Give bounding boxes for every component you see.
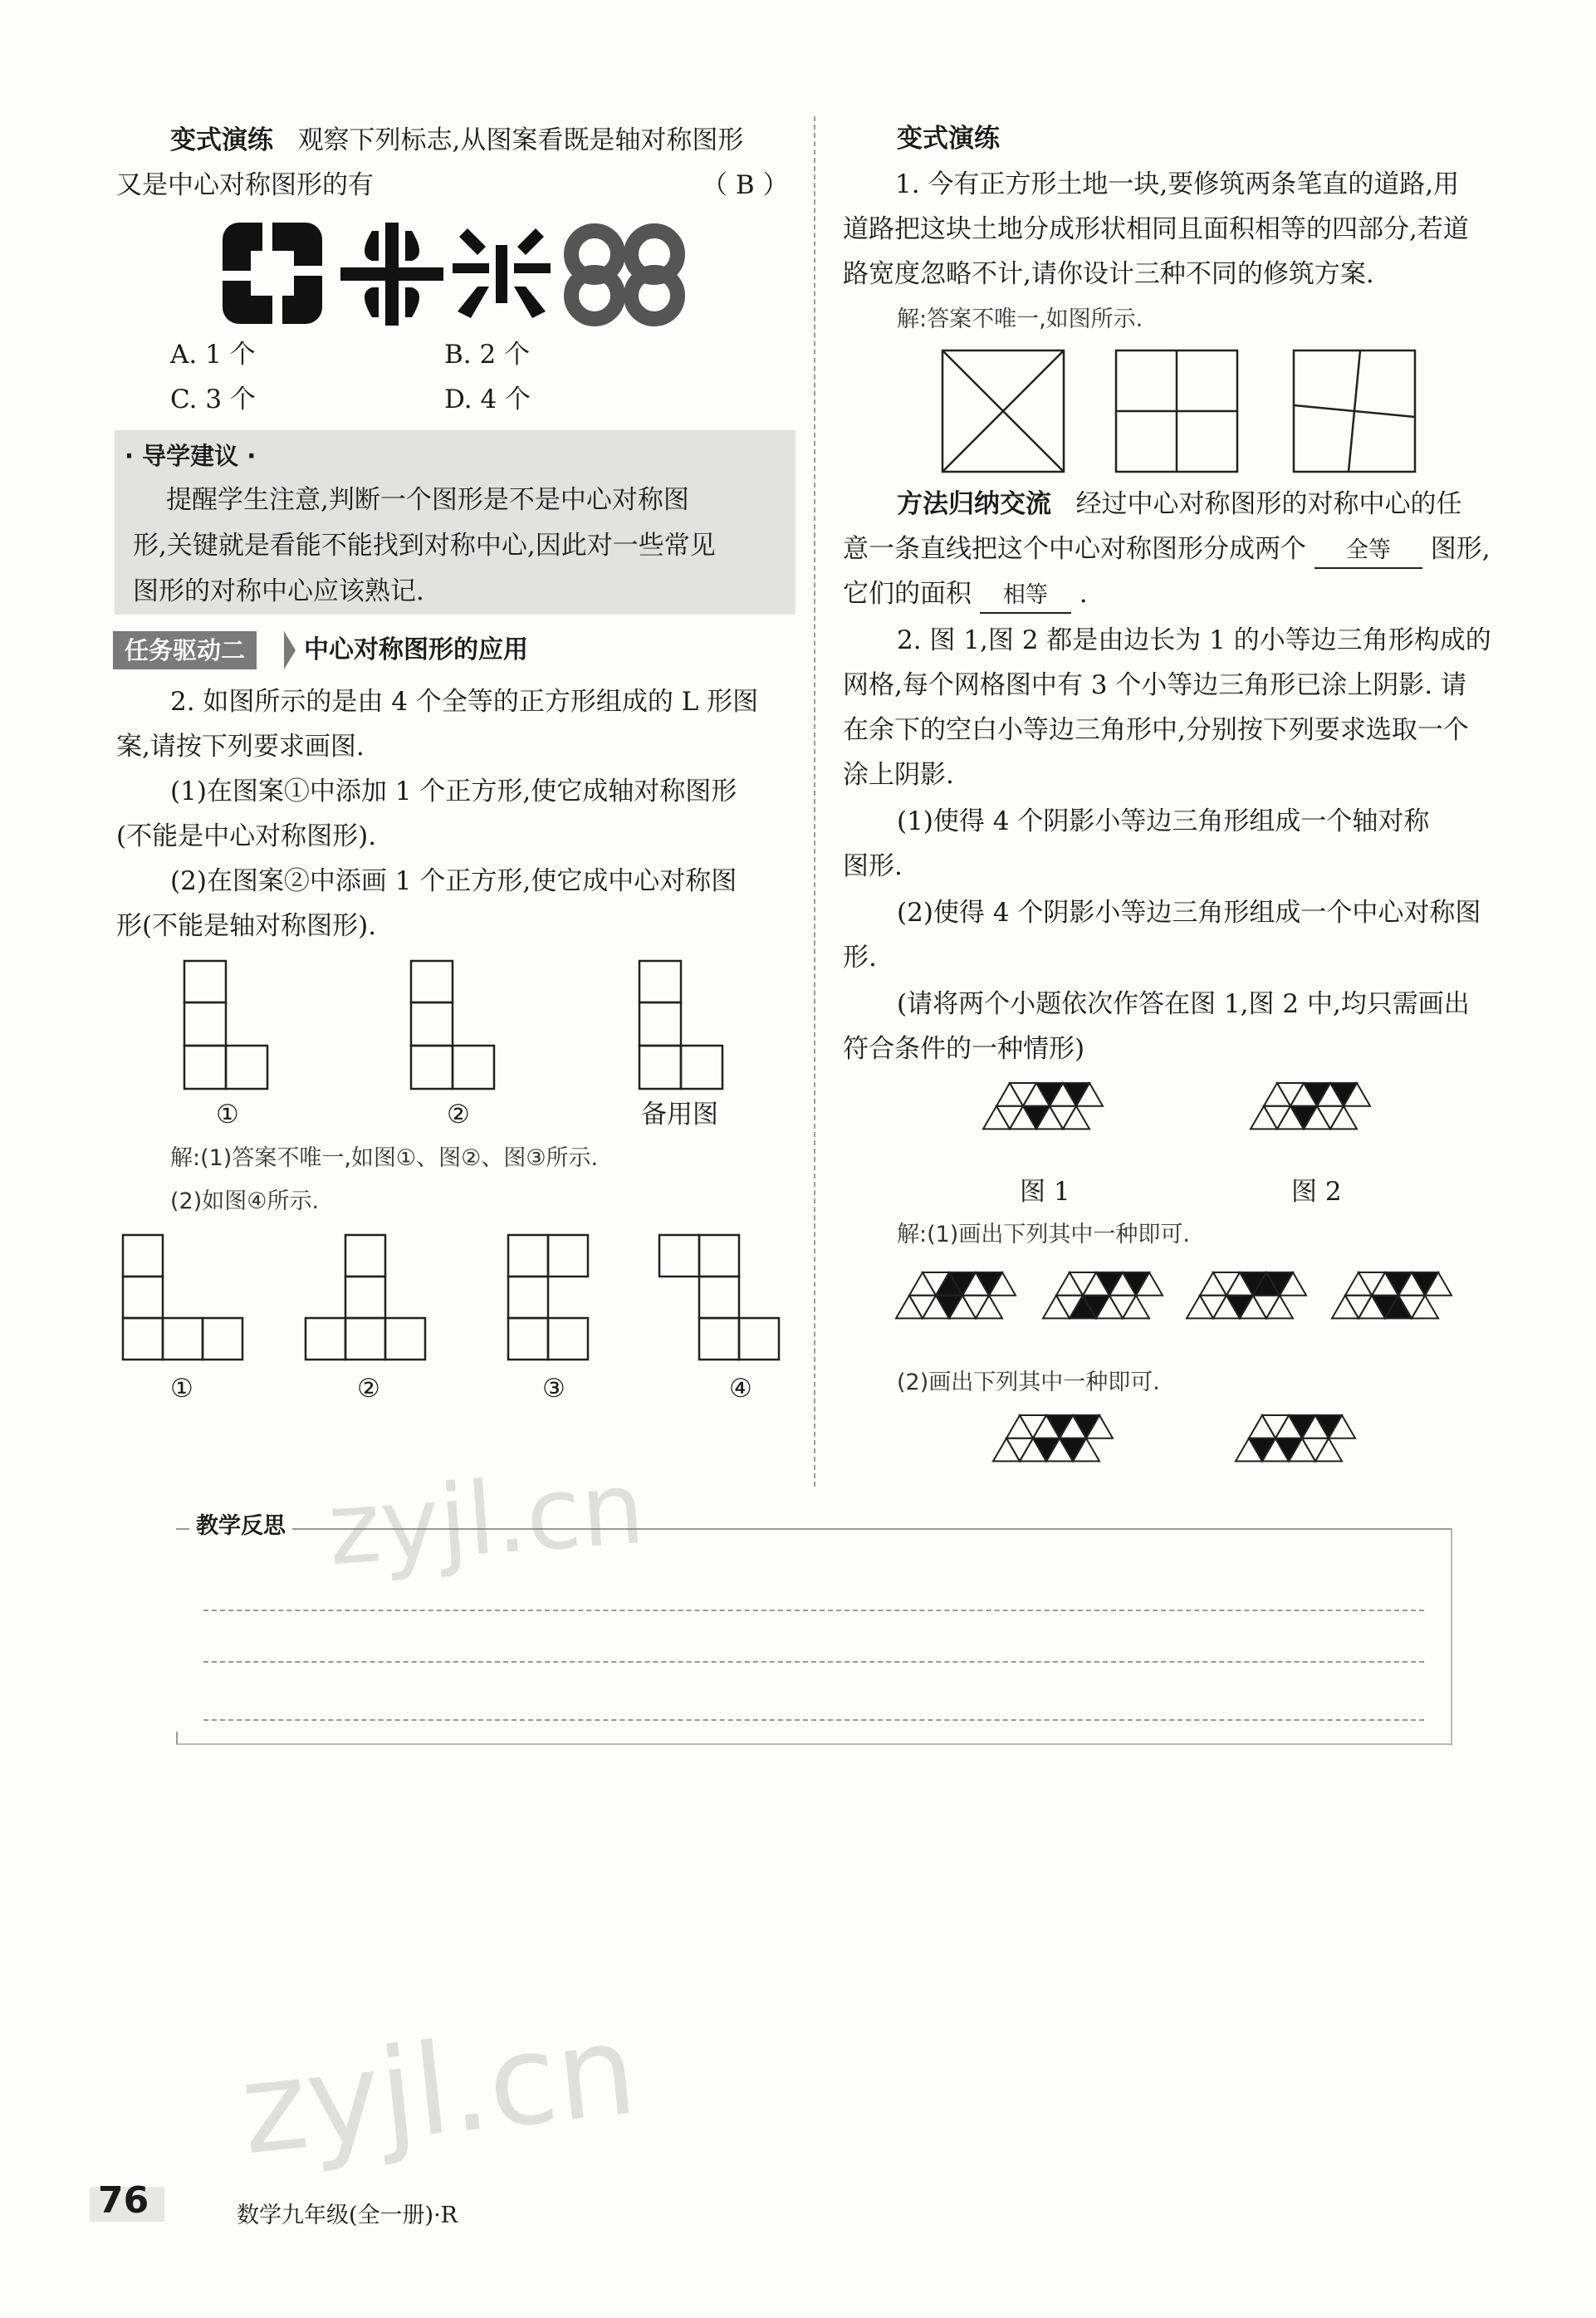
answer-blank-2: 相等 [980, 579, 1071, 614]
grid-triangle [1345, 1296, 1372, 1319]
shaded-triangle [976, 1272, 1002, 1296]
method-heading: 方法归纳交流 [897, 489, 1051, 519]
shaded-triangle [1226, 1296, 1253, 1319]
grid-triangle [1006, 1415, 1033, 1438]
road-plan-3 [1292, 349, 1418, 475]
q2-line-1: 2. 图 1,图 2 都是由边长为 1 的小等边三角形构成的 [897, 625, 1491, 655]
shaded-triangle [1046, 1415, 1073, 1438]
variant-practice-1 [170, 118, 743, 164]
option-a: A. 1 个 [170, 340, 256, 370]
method-text-2-post: 图形, [1430, 534, 1491, 564]
grid-triangle [1187, 1296, 1213, 1319]
answer-label-2: ② [357, 1374, 380, 1404]
q2-line-10: 符合条件的一种情形) [843, 1034, 1085, 1064]
triangle-grid-ans-2b [1231, 1412, 1372, 1499]
reflection-line-1[interactable] [203, 1610, 1424, 1611]
task-line-2: 案,请按下列要求画图. [116, 732, 365, 762]
grid-triangle [1251, 1106, 1277, 1130]
grid-triangle [1200, 1272, 1226, 1296]
grid-triangle [1330, 1106, 1357, 1130]
grid-triangle [1332, 1296, 1359, 1319]
task-line-3: (1)在图案①中添加 1 个正方形,使它成轴对称图形 [170, 777, 737, 806]
q2-line-9: (请将两个小题依次作答在图 1,图 2 中,均只需画出 [897, 989, 1470, 1019]
grid-triangle [1200, 1296, 1226, 1319]
reflection-box-bottom [176, 1732, 1452, 1745]
grid-triangle [976, 1296, 1002, 1319]
shaded-triangle [1315, 1415, 1342, 1438]
option-b: B. 2 个 [444, 340, 531, 370]
shaded-triangle [1249, 1438, 1275, 1462]
option-d: D. 4 个 [444, 385, 531, 414]
variant-heading: 变式演练 [170, 125, 273, 155]
grid-triangle [1359, 1272, 1385, 1296]
l-shape-figure-2 [409, 959, 497, 1092]
grid-triangle [1043, 1296, 1070, 1319]
shaded-triangle [1060, 1438, 1086, 1462]
shaded-triangle [1033, 1438, 1060, 1462]
logo-2-icon [340, 223, 443, 326]
triangle-grid-fig-2 [1246, 1080, 1387, 1167]
shaded-triangle [1289, 1415, 1315, 1438]
l-shape-figure-1 [183, 959, 270, 1092]
method-text-2-pre: 意一条直线把这个中心对称图形分成两个 [843, 534, 1306, 564]
book-title: 数学九年级(全一册)·R [237, 2203, 458, 2228]
grid-triangle [1315, 1438, 1342, 1462]
option-c: C. 3 个 [170, 385, 256, 414]
shaded-triangle [1330, 1083, 1357, 1106]
logo-3-icon [453, 228, 551, 320]
q2-solution-2: (2)画出下列其中一种即可. [897, 1370, 1160, 1395]
grid-triangle [1317, 1106, 1344, 1130]
watermark-2: zyjl.cn [234, 1997, 643, 2183]
grid-triangle [1262, 1415, 1289, 1438]
watermark-1: zyjl.cn [324, 1450, 649, 1589]
grid-triangle [1109, 1296, 1136, 1319]
grid-triangle [1302, 1438, 1329, 1462]
q1-solution: 解:答案不唯一,如图所示. [897, 306, 1143, 332]
page-number: 76 [98, 2179, 149, 2222]
grid-triangle [1266, 1296, 1293, 1319]
triangle-grid-ans-1b [1038, 1269, 1179, 1356]
method-text-3-post: . [1079, 579, 1088, 609]
grid-triangle [1123, 1296, 1149, 1319]
triangle-grid-fig-1 [978, 1080, 1119, 1167]
guide-line-1: 提醒学生注意,判断一个图形是不是中心对称图 [166, 485, 689, 515]
solution-line-1: 解:(1)答案不唯一,如图①、图②、图③所示. [170, 1145, 599, 1171]
method-line-2 [843, 527, 1491, 572]
shaded-triangle [1123, 1272, 1149, 1296]
shaded-triangle [1385, 1272, 1412, 1296]
grid-triangle [1070, 1272, 1096, 1296]
grid-triangle [1264, 1106, 1290, 1130]
triangle-grid-ans-2a [988, 1412, 1129, 1499]
grid-triangle [1213, 1272, 1240, 1296]
answer-label-1: ① [170, 1374, 193, 1404]
answer-shape-2 [304, 1233, 428, 1362]
task-line-5: (2)在图案②中添画 1 个正方形,使它成中心对称图 [170, 866, 737, 896]
task-tag: 任务驱动二 [113, 631, 257, 669]
q2-line-5: (1)使得 4 个阴影小等边三角形组成一个轴对称 [897, 806, 1430, 836]
q2-line-2: 网格,每个网格图中有 3 个小等边三角形已涂上阴影. 请 [843, 670, 1466, 700]
method-text-1: 经过中心对称图形的对称中心的任 [1075, 489, 1462, 519]
solution-line-2: (2)如图④所示. [170, 1188, 320, 1214]
shaded-triangle [936, 1296, 962, 1319]
road-plan-2 [1114, 349, 1241, 475]
shaded-triangle [1036, 1083, 1063, 1106]
answer-bracket: （ B ） [702, 170, 789, 200]
l-shape-spare-figure [638, 959, 725, 1092]
task-line-1: 2. 如图所示的是由 4 个全等的正方形组成的 L 形图 [170, 687, 759, 717]
grid-triangle [1020, 1415, 1046, 1438]
shaded-triangle [1275, 1438, 1302, 1462]
triangle-grid-ans-1c [1182, 1269, 1323, 1356]
reflection-line-2[interactable] [203, 1661, 1424, 1663]
grid-triangle [1277, 1083, 1304, 1106]
method-line-1 [897, 482, 1462, 527]
grid-triangle [1345, 1272, 1372, 1296]
q2-line-8: 形. [843, 943, 877, 973]
grid-triangle [909, 1296, 936, 1319]
method-text-3-pre: 它们的面积 [843, 579, 972, 609]
triangle-grid-ans-1d [1327, 1269, 1468, 1356]
grid-fig-label-1: 图 1 [1020, 1177, 1070, 1207]
grid-triangle [962, 1296, 989, 1319]
grid-triangle [996, 1083, 1023, 1106]
answer-label-4: ④ [729, 1374, 752, 1404]
grid-triangle [996, 1106, 1023, 1130]
answer-label-3: ③ [542, 1374, 565, 1404]
shaded-triangle [1096, 1272, 1123, 1296]
task-line-4: (不能是中心对称图形). [116, 821, 377, 851]
guide-line-2: 形,关键就是看能不能找到对称中心,因此对一些常见 [133, 531, 716, 561]
triangle-grid-ans-1a [891, 1269, 1032, 1356]
answer-shape-3 [507, 1233, 593, 1362]
grid-triangle [1412, 1296, 1438, 1319]
grid-triangle [1006, 1438, 1033, 1462]
answer-blank-1: 全等 [1314, 534, 1422, 569]
logo-1-icon [223, 223, 322, 324]
q2-line-3: 在余下的空白小等边三角形中,分别按下列要求选取一个 [843, 715, 1469, 745]
shaded-triangle [1023, 1106, 1050, 1130]
q2-line-4: 涂上阴影. [843, 760, 954, 790]
shaded-triangle [1412, 1272, 1438, 1296]
grid-triangle [1050, 1106, 1076, 1130]
shaded-triangle [1304, 1083, 1330, 1106]
guide-line-3: 图形的对称中心应该熟记. [133, 576, 424, 606]
method-line-3 [843, 571, 1088, 617]
shaded-triangle [1063, 1083, 1089, 1106]
answer-shape-4 [658, 1233, 782, 1362]
task-title: 中心对称图形的应用 [304, 635, 528, 664]
q2-line-6: 图形. [843, 851, 903, 881]
answer-shape-1 [121, 1233, 246, 1362]
road-plan-1 [941, 349, 1067, 475]
task-tag-arrow [284, 631, 296, 669]
question-text-line2: 又是中心对称图形的有 [116, 170, 374, 200]
guide-title: · 导学建议 · [125, 442, 257, 470]
q1-line-3: 路宽度忽略不计,请你设计三种不同的修筑方案. [843, 259, 1374, 289]
grid-triangle [1264, 1083, 1290, 1106]
q1-line-2: 道路把这块土地分成形状相同且面积相等的四部分,若道 [843, 214, 1469, 244]
fig-label-1: ① [216, 1100, 239, 1130]
shaded-triangle [1073, 1415, 1099, 1438]
variant-heading-2: 变式演练 [897, 124, 1000, 154]
question-text: 观察下列标志,从图案看既是轴对称图形 [297, 125, 744, 155]
reflection-title: 教学反思 [189, 1510, 292, 1543]
shaded-triangle [1290, 1106, 1317, 1130]
logo-4-icon [561, 221, 688, 329]
grid-triangle [993, 1438, 1020, 1462]
q1-line-1: 1. 今有正方形土地一块,要修筑两条笔直的道路,用 [895, 169, 1460, 199]
grid-fig-label-2: 图 2 [1291, 1177, 1342, 1207]
fig-label-2: ② [447, 1100, 470, 1130]
grid-triangle [1010, 1083, 1036, 1106]
grid-triangle [909, 1272, 936, 1296]
q2-line-7: (2)使得 4 个阴影小等边三角形组成一个中心对称图 [897, 898, 1481, 928]
grid-triangle [983, 1106, 1010, 1130]
grid-triangle [1056, 1272, 1083, 1296]
column-divider [814, 116, 815, 1487]
task-line-6: 形(不能是轴对称图形). [116, 911, 377, 941]
grid-triangle [1253, 1296, 1280, 1319]
reflection-line-3[interactable] [203, 1719, 1424, 1721]
grid-triangle [1249, 1415, 1275, 1438]
fig-label-spare: 备用图 [641, 1100, 718, 1130]
grid-triangle [896, 1296, 923, 1319]
q2-solution-1: 解:(1)画出下列其中一种即可. [897, 1222, 1190, 1247]
grid-triangle [1063, 1106, 1089, 1130]
